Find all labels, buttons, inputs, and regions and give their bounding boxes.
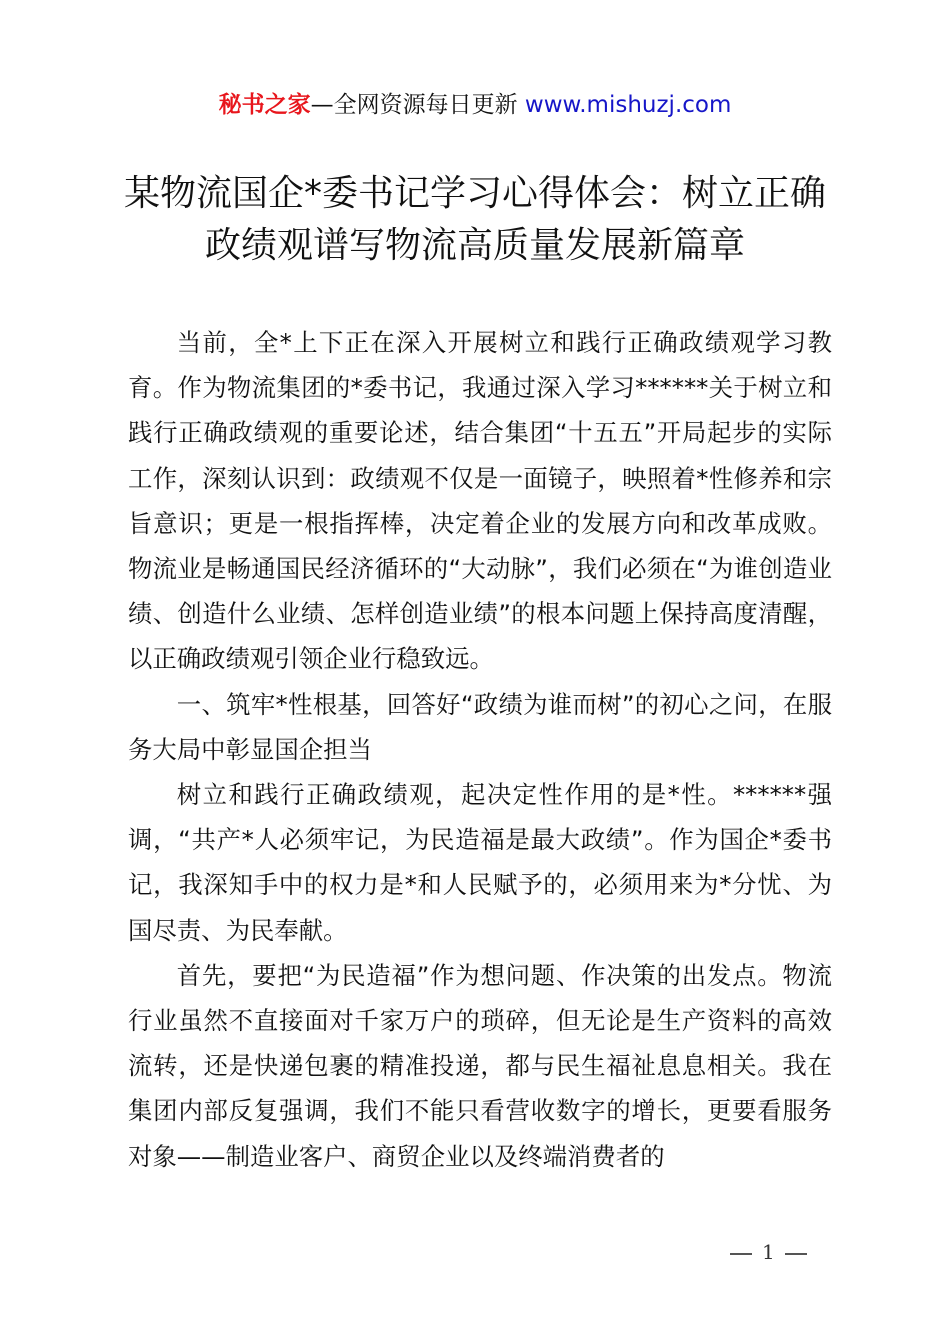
body-paragraph: 树立和践行正确政绩观，起决定性作用的是*性。******强调，“共产*人必须牢记，为民造福是最大政绩”。作为国企*委书记，我深知手中的权力是*和人民赋予的，必须用来为*分忧、为国尽责、为民奉献。: [128, 780, 832, 945]
site-banner: [0, 88, 950, 122]
page-number-footer: [720, 1240, 817, 1264]
document-title: [100, 168, 850, 272]
site-url-link[interactable]: www.mishuzj.com: [524, 92, 732, 118]
dash-left: [730, 1253, 752, 1255]
title-line-1: 某物流国企*委书记学习心得体会：树立正确: [123, 173, 826, 214]
body-paragraph: 首先，要把“为民造福”作为想问题、作决策的出发点。物流行业虽然不直接面对千家万户的琐碎，但无论是生产资料的高效流转，还是快递包裹的精准投递，都与民生福祉息息相关。我在集团内部反复强调，我们不能只看营收数字的增长，更要看服务对象——制造业客户、商贸企业以及终端消费者的: [128, 960, 832, 1171]
intro-paragraph: 当前，全*上下正在深入开展树立和践行正确政绩观学习教育。作为物流集团的*委书记，我通过深入学习******关于树立和践行正确政绩观的重要论述，结合集团“十五五”开局起步的实际工作，深刻认识到：政绩观不仅是一面镜子，映照着*性修养和宗旨意识；更是一根指挥棒，决定着企业的发展方向和改革成败。物流业是畅通国民经济循环的“大动脉”，我们必须在“为谁创造业绩、创造什么业绩、怎样创造业绩”的根本问题上保持高度清醒，以正确政绩观引领企业行稳致远。: [128, 328, 832, 674]
page-number: 1: [762, 1240, 775, 1264]
dash-right: [785, 1253, 807, 1255]
document-body: [128, 320, 832, 1179]
section-heading-1: 一、筑牢*性根基，回答好“政绩为谁而树”的初心之问，在服务大局中彰显国企担当: [128, 689, 832, 764]
title-line-2: 政绩观谱写物流高质量发展新篇章: [204, 225, 745, 266]
brand-name: 秘书之家: [218, 92, 311, 118]
banner-tagline: —全网资源每日更新: [310, 92, 525, 118]
